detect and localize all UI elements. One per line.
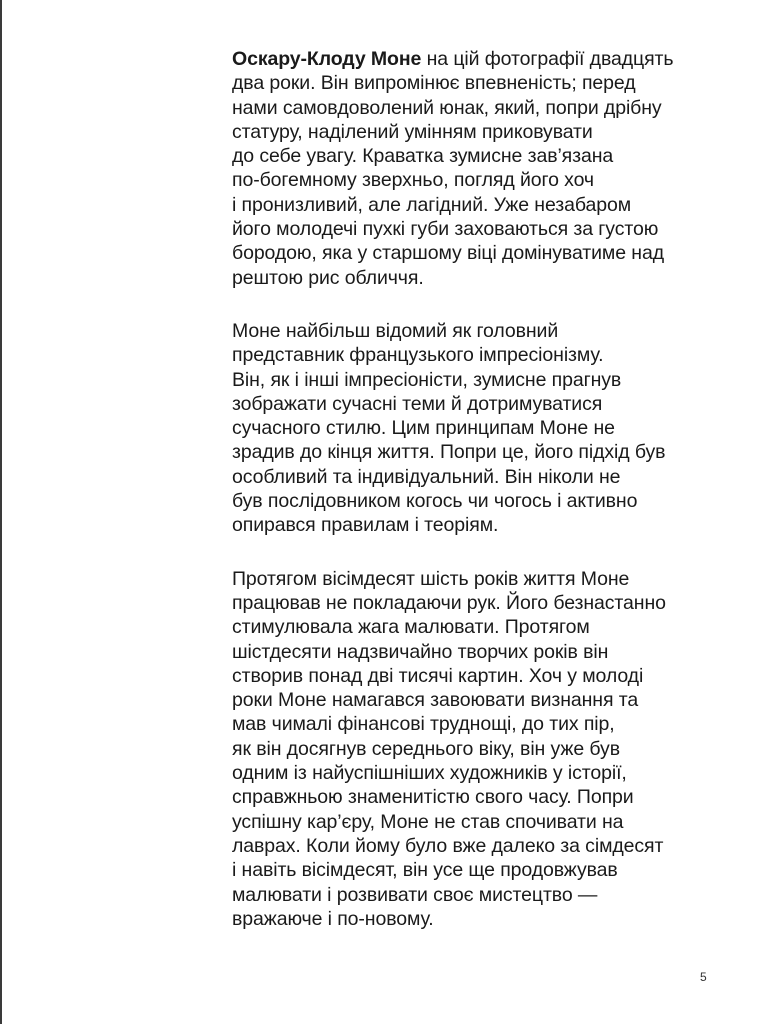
text-line: його молодечі пухкі губи заховаються за густою [232, 218, 659, 241]
text-line: Протягом вісімдесят шість років життя Моне [232, 567, 630, 590]
text-line: був послідовником когось чи чогось і активно [232, 490, 638, 513]
text-line: зображати сучасні теми й дотримуватися [232, 392, 603, 415]
paragraph-1 [232, 47, 732, 290]
text-line: Він, як і інші імпресіоністи, зумисне прагнув [232, 368, 622, 391]
text-line: вражаюче і по-новому. [232, 907, 434, 930]
text-body [232, 47, 732, 960]
text-line: стимулювала жага малювати. Протягом [232, 616, 590, 639]
paragraph-3 [232, 567, 732, 931]
text-line: малювати і розвивати своє мистецтво — [232, 883, 598, 906]
text-line: одним із найуспішніших художників у історії, [232, 762, 627, 785]
text-line: роки Моне намагався завоювати визнання та [232, 689, 639, 712]
text-line: справжньою знаменитістю свого часу. Попри [232, 786, 634, 809]
text-line: по-богемному зверхньо, погляд його хоч [232, 169, 594, 192]
text-line: статуру, наділений умінням приковувати [232, 120, 593, 143]
text-line: успішну кар’єру, Моне не став спочивати на [232, 810, 624, 833]
text-line: і пронизливий, але лагідний. Уже незабаром [232, 193, 632, 216]
text-line: до себе увагу. Краватка зумисне зав’язана [232, 145, 614, 168]
text-line: лаврах. Коли йому було вже далеко за сімдесят [232, 834, 664, 857]
text-line: шістдесяти надзвичайно творчих років він [232, 640, 609, 663]
text-line-rest: на цій фотографії двадцять [426, 48, 674, 70]
text-line: рештою рис обличчя. [232, 266, 424, 289]
text-line: і навіть вісімдесят, він усе ще продовжував [232, 859, 618, 882]
bold-lead: Оскару-Клоду Моне [232, 48, 422, 70]
text-line: опирався правилам і теоріям. [232, 514, 499, 537]
text-line: зрадив до кінця життя. Попри це, його підхід був [232, 441, 666, 464]
page-number: 5 [700, 970, 707, 984]
text-line: особливий та індивідуальний. Він ніколи не [232, 465, 621, 488]
text-line [232, 47, 732, 71]
text-line: працював не покладаючи рук. Його безнастанно [232, 591, 666, 614]
text-line: мав чималі фінансові труднощі, до тих пір, [232, 713, 615, 736]
text-line: як він досягнув середнього віку, він уже був [232, 737, 620, 760]
paragraph-2 [232, 319, 732, 538]
text-line: два роки. Він випромінює впевненість; перед [232, 72, 636, 95]
text-line: нами самовдоволений юнак, який, попри дрібну [232, 96, 662, 119]
page-edge [0, 0, 2, 1024]
text-line: сучасного стилю. Цим принципам Моне не [232, 417, 615, 440]
text-line: Моне найбільш відомий як головний [232, 319, 559, 342]
text-line: створив понад дві тисячі картин. Хоч у молоді [232, 664, 644, 687]
text-line: бородою, яка у старшому віці домінуватиме над [232, 242, 664, 265]
text-line: представник французького імпресіонізму. [232, 344, 604, 367]
